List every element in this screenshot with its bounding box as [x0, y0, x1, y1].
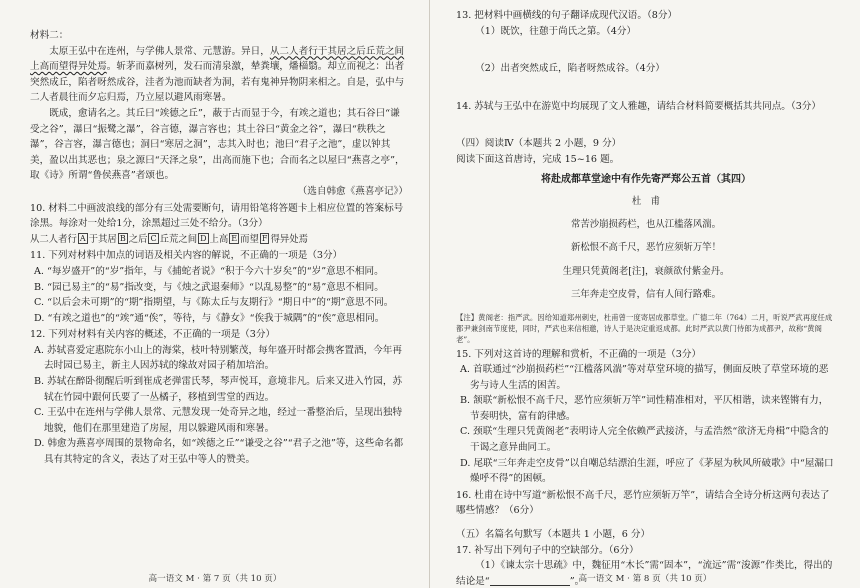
question-14: 14. 苏轼与王弘中在游览中均展现了文人雅趣，请结合材料简要概括其共同点。（3分） [456, 100, 821, 112]
question-15-option-a: A. 首联通过“沙崩损药栏”“江槛落风湍”等对草堂环境的描写，侧面反映了草堂环境的恶劣与诗人生活的困苦。 [460, 364, 829, 391]
wavy-underlined-sentence: 从二人者行于其居之后丘荒之间上高而望得异处焉 [30, 45, 405, 73]
section-5-heading: （五）名篇名句默写（本题共 1 小题，6 分） [456, 529, 651, 541]
seq-text: 丘荒之间 [159, 233, 198, 245]
seq-marker-c[interactable]: C [150, 233, 157, 243]
answer-space [456, 39, 836, 61]
answer-space [456, 77, 836, 99]
question-11-option-b: B. “园已易主”的“易”指改变，与《烛之武退秦师》“以乱易整”的“易”意思不相同。 [34, 281, 384, 293]
poem-line-4: 三年奔走空皮骨，信有人间行路难。 [570, 289, 721, 301]
question-15: 15. 下列对这首诗的理解和赏析，不正确的一项是（3分） [456, 348, 702, 360]
question-13-part-1: （1）既饮，往憩于尚氏之第。（4分） [475, 25, 637, 37]
question-13-part-2: （2）出者突然成丘，陷者呀然成谷。（4分） [475, 63, 665, 75]
question-17: 17. 补写出下列句子中的空缺部分。（6分） [456, 544, 639, 556]
seq-text: 从二人者行 [30, 233, 77, 245]
page-7-footer: 高一语文 M · 第 7 页（共 10 页） [148, 574, 282, 584]
poem-title: 将赴成都草堂途中有作先寄严郑公五首（其四） [541, 173, 751, 185]
answer-space [456, 114, 836, 136]
poem-author: 杜 甫 [631, 195, 661, 207]
section-4-heading: （四）阅读Ⅳ（本题共 2 小题，9 分） [456, 138, 622, 150]
paragraph-1-text-b: 。斩茅而嘉树列，发石而清泉激，辇粪壤，燔椔翳。却立而视之：出者突然成丘，陷者呀然成谷，洼者为池而缺者为洞，若有鬼神异物阴来相之。自是，弘中与二人者晨往而夕忘归焉，乃立屋以避风雨寒暑。 [30, 61, 405, 104]
question-12-option-c: C. 王弘中在连州与学佛人景常、元慧发现一处奇异之地，经过一番整治后，呈现出独特地貌，他们在那里建造了房屋，用以躲避风雨和寒暑。 [34, 407, 403, 434]
question-13: 13. 把材料中画横线的句子翻译成现代汉语。（8分） [456, 10, 678, 21]
seq-text: 上高 [209, 233, 229, 245]
question-11-option-a: A. “每岁盛开”的“岁”指年，与《捕蛇者说》“积于今六十岁矣”的“岁”意思不相同。 [34, 265, 384, 277]
seq-text: 得异处焉 [270, 233, 308, 245]
poem-line-3: 生理只凭黄阁老[注]，衰颜欲付紫金丹。 [562, 265, 730, 277]
q17-1-text-a: （1）《谏太宗十思疏》中，魏征用“木长”需“固本”，“流远”需“浚源”作类比，得出的结论是“ [456, 560, 833, 587]
seq-text: 于其居 [88, 233, 117, 245]
seq-marker-e[interactable]: E [231, 233, 238, 243]
material-paragraph-1 [30, 44, 408, 106]
paragraph-1-text-a: 太原王弘中在连州，与学佛人景常、元慧游。异日， [49, 45, 270, 57]
section-4-intro: 阅读下面这首唐诗，完成 15~16 题。 [456, 153, 620, 165]
answer-space [456, 519, 836, 527]
question-10-sequence [30, 232, 408, 248]
seq-text: 之后 [128, 233, 148, 245]
question-16: 16. 杜甫在诗中写道“新松恨不高千尺，恶竹应须斩万竿”，请结合全诗分析这两句表达了哪些情感？（6分） [456, 489, 830, 517]
question-12-option-d: D. 韩愈为燕喜亭周围的景物命名，如“竢德之丘”“谦受之谷”“君子之池”等，这些命名都具有其特定的含义，表达了对王弘中等人的赞美。 [34, 438, 404, 466]
poem-line-2: 新松恨不高千尺，恶竹应须斩万竿！ [570, 242, 721, 254]
material-heading: 材料二： [30, 30, 69, 41]
question-15-option-b: B. 颔联“新松恨不高千尺，恶竹应须斩万竿”词性精准相对，平仄相谐，读来铿锵有力，节奏明快，富有韵律感。 [460, 395, 829, 422]
page-8-column [430, 0, 860, 588]
seq-marker-a[interactable]: A [79, 233, 86, 243]
page-8-footer: 高一语文 M · 第 8 页（共 10 页） [578, 574, 712, 584]
question-10: 10. 材料二中画波浪线的部分有三处需要断句，请用铅笔将答题卡上相应位置的答案标号涂黑。每涂对一处给1分，涂黑超过三处不给分。（3分） [30, 202, 404, 230]
q17-1-text-b: ”。 [569, 575, 585, 587]
question-12: 12. 下列对材料有关内容的概述，不正确的一项是（3分） [30, 329, 276, 341]
question-15-option-d: D. 尾联“三年奔走空皮骨”以自嘲总结漂泊生涯，呼应了《茅屋为秋风所破歌》中“屋漏口燥呼不得”的困顿。 [460, 457, 834, 485]
seq-text: 而望 [240, 233, 259, 245]
material-paragraph-2: 既成，愈请名之。其丘曰“竢德之丘”，蔽于古而显于今，有竢之道也；其石谷曰“谦受之谷”，瀑曰“振鹭之瀑”，谷言德，瀑言容也；其土谷曰“黄金之谷”，瀑曰“秩秩之瀑”，谷言容，瀑言德也；洞曰“寒居之洞”，志其入时也；池曰“君子之池”，虚以钟其美，盈以出其恶也；泉之源曰“天泽之泉”，出高而施下也；合而名之以屋曰“燕喜之亭”，取《诗》所谓“鲁侯燕喜”者颂也。 [30, 107, 405, 182]
seq-marker-f[interactable]: F [261, 233, 268, 243]
poem-line-1: 常苦沙崩损药栏，也从江槛落风湍。 [570, 218, 721, 230]
poem-note: 【注】黄阁老：指严武。因给知道郑州刺史，杜甫曾一度寄居成都草堂。广德二年（764）二月，听说严武再度任成都尹兼剑南节度使，同时，严武也来信相邀，诗人于是决定重返成都。此时严武以黄门侍郎为成都尹，故称“黄阁老”。 [456, 312, 833, 344]
question-15-option-c: C. 颈联“生理只凭黄阁老”表明诗人完全依赖严武接济，与孟浩然“欲济无舟楫”中隐含的干谒之意异曲同工。 [460, 426, 829, 454]
question-11-option-c: C. “以后会未可期”的“期”指期望，与《陈太丘与友期行》“期日中”的“期”意思不同。 [34, 297, 394, 309]
question-12-option-a: A. 苏轼喜爱定惠院东小山上的海棠，枝叶特别繁茂，每年盛开时都会携客置酒，今年再去时园已易主，新主人因苏轼的缘故对园子稍加培治。 [34, 344, 402, 372]
seq-marker-d[interactable]: D [200, 233, 207, 243]
question-11-option-d: D. “有竢之道也”的“竢”通“俟”，等待，与《静女》“俟我于城隅”的“俟”意思相同。 [34, 312, 385, 324]
question-12-option-b: B. 苏轼在醉卧彻醒后听到崔成老弹雷氏琴，琴声悦耳，意境非凡。后来又进入竹园，苏轼在竹园中跟何氏要了一丛橘子，移植到雪堂的西边。 [34, 376, 403, 403]
question-11: 11. 下列对材料中加点的词语及相关内容的解说，不正确的一项是（3分） [30, 250, 343, 262]
seq-marker-b[interactable]: B [119, 233, 126, 243]
material-source: （选自韩愈《燕喜亭记》） [297, 185, 408, 197]
